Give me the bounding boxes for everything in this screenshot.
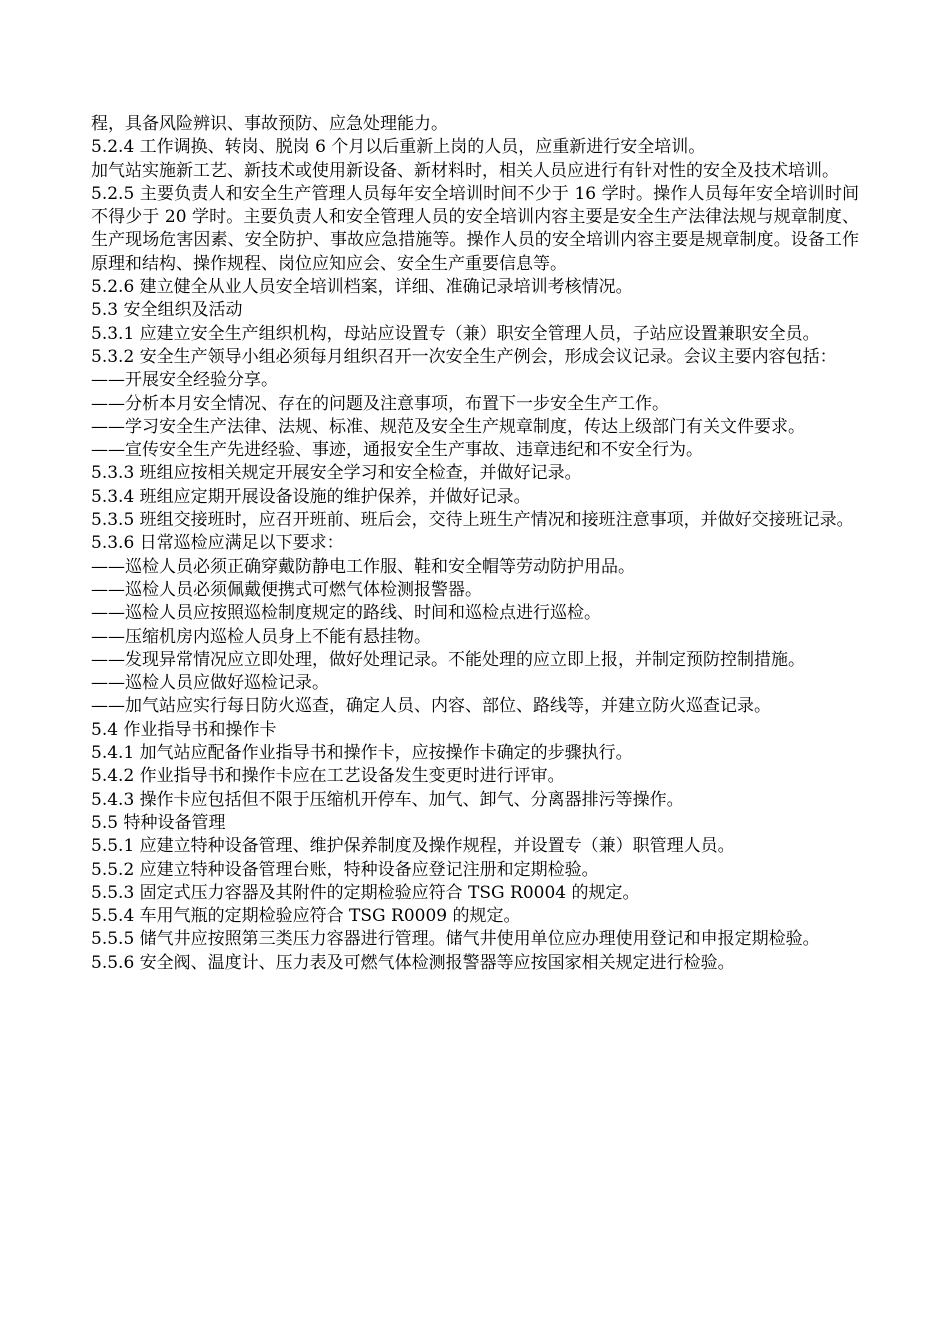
paragraph: 5.5.5 储气井应按照第三类压力容器进行管理。储气井使用单位应办理使用登记和申报定期检验。: [91, 929, 820, 950]
paragraph: 5.3.6 日常巡检应满足以下要求：: [91, 533, 344, 554]
paragraph: 5.5.2 应建立特种设备管理台账，特种设备应登记注册和定期检验。: [91, 859, 599, 880]
document-body: [91, 113, 859, 975]
paragraph: 5.5.6 安全阀、温度计、压力表及可燃气体检测报警器等应按国家相关规定进行检验。: [91, 952, 735, 973]
paragraph: 5.2.6 建立健全从业人员安全培训档案，详细、准确记录培训考核情况。: [91, 277, 633, 298]
paragraph: 5.5.1 应建立特种设备管理、维护保养制度及操作规程，并设置专（兼）职管理人员。: [91, 836, 735, 857]
list-item: ——宣传安全生产先进经验、事迹，通报安全生产事故、违章违纪和不安全行为。: [91, 440, 703, 461]
paragraph: 5.3.3 班组应按相关规定开展安全学习和安全检查，并做好记录。: [91, 463, 582, 484]
section-heading: 5.5 特种设备管理: [91, 812, 226, 833]
list-item: ——巡检人员应按照巡检制度规定的路线、时间和巡检点进行巡检。: [91, 603, 601, 624]
paragraph: 5.3.5 班组交接班时，应召开班前、班后会，交待上班生产情况和接班注意事项，并做好交接班记录。: [91, 510, 854, 531]
section-heading: 5.4 作业指导书和操作卡: [91, 719, 277, 740]
list-item: ——巡检人员必须正确穿戴防静电工作服、鞋和安全帽等劳动防护用品。: [91, 556, 635, 577]
section-heading: 5.3 安全组织及活动: [91, 300, 243, 321]
paragraph: 5.3.4 班组应定期开展设备设施的维护保养，并做好记录。: [91, 486, 531, 507]
list-item: ——压缩机房内巡检人员身上不能有悬挂物。: [91, 626, 431, 647]
paragraph: 5.4.2 作业指导书和操作卡应在工艺设备发生变更时进行评审。: [91, 766, 565, 787]
list-item: ——开展安全经验分享。: [91, 370, 278, 391]
paragraph: 5.2.5 主要负责人和安全生产管理人员每年安全培训时间不少于 16 学时。操作人员每年安全培训时间不得少于 20 学时。主要负责人和安全管理人员的安全培训内容主要是安全生产法律法规与规章制度、生产现场危害因素、安全防护、事故应急措施等。操作人员的安全培训内容主要是规章制度。设备工作原理和结构、操作规程、岗位应知应会、安全生产重要信息等。: [91, 183, 859, 274]
paragraph: 加气站实施新工艺、新技术或使用新设备、新材料时，相关人员应进行有针对性的安全及技术培训。: [91, 160, 839, 181]
paragraph: 5.3.1 应建立安全生产组织机构，母站应设置专（兼）职安全管理人员，子站应设置兼职安全员。: [91, 323, 820, 344]
paragraph: 5.4.3 操作卡应包括但不限于压缩机开停车、加气、卸气、分离器排污等操作。: [91, 789, 684, 810]
paragraph: 程，具备风险辨识、事故预防、应急处理能力。: [91, 114, 448, 134]
list-item: ——学习安全生产法律、法规、标准、规范及安全生产规章制度，传达上级部门有关文件要求。: [91, 416, 805, 437]
paragraph: 5.3.2 安全生产领导小组必须每月组织召开一次安全生产例会，形成会议记录。会议主要内容包括：: [91, 346, 837, 367]
paragraph: 5.4.1 加气站应配备作业指导书和操作卡，应按操作卡确定的步骤执行。: [91, 743, 633, 764]
list-item: ——巡检人员必须佩戴便携式可燃气体检测报警器。: [91, 579, 482, 600]
list-item: ——加气站应实行每日防火巡查，确定人员、内容、部位、路线等，并建立防火巡查记录。: [91, 696, 771, 717]
paragraph: 5.2.4 工作调换、转岗、脱岗 6 个月以后重新上岗的人员，应重新进行安全培训。: [91, 137, 706, 158]
paragraph: 5.5.3 固定式压力容器及其附件的定期检验应符合 TSG R0004 的规定。: [91, 882, 640, 903]
paragraph: 5.5.4 车用气瓶的定期检验应符合 TSG R0009 的规定。: [91, 906, 521, 927]
list-item: ——发现异常情况应立即处理，做好处理记录。不能处理的应立即上报，并制定预防控制措施。: [91, 649, 805, 670]
list-item: ——巡检人员应做好巡检记录。: [91, 673, 329, 694]
list-item: ——分析本月安全情况、存在的问题及注意事项，布置下一步安全生产工作。: [91, 393, 669, 414]
